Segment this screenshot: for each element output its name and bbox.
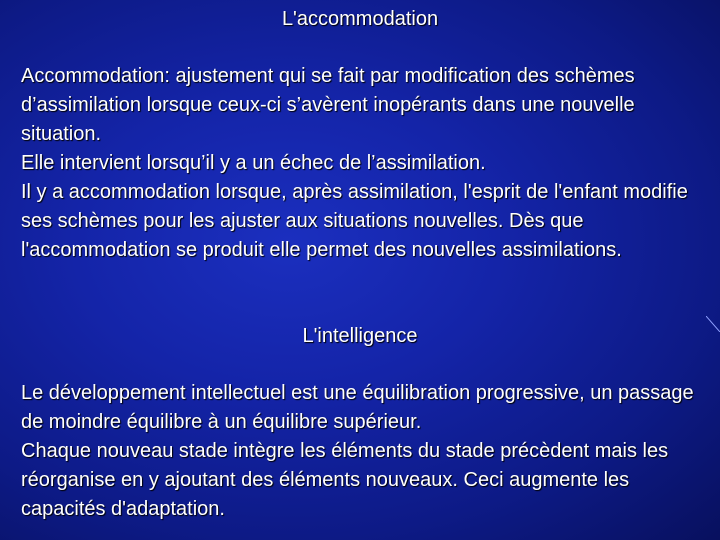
- paragraph: Accommodation: ajustement qui se fait par modification des schèmes d’assimilation lorsque ceux-ci s’avèrent inopérants dans une nouvelle situation.: [21, 65, 635, 145]
- paragraph: Il y a accommodation lorsque, après assimilation, l'esprit de l'enfant modifie ses schèmes pour les ajuster aux situations nouvelles. Dès que l'accommodation se produit elle permet des nouvelles assimilations.: [21, 181, 688, 261]
- paragraph: Elle intervient lorsqu’il y a un échec de l’assimilation.: [21, 152, 486, 174]
- paragraph: Chaque nouveau stade intègre les éléments du stade précèdent mais les réorganise en y ajoutant des éléments nouveaux. Ceci augmente les capacités d'adaptation.: [21, 440, 669, 520]
- intelligence-text-block: [21, 379, 711, 524]
- accommodation-text-block: [21, 62, 711, 265]
- section-title-intelligence: L'intelligence: [302, 325, 418, 347]
- paragraph: Le développement intellectuel est une équilibration progressive, un passage de moindre équilibre à un équilibre supérieur.: [21, 382, 694, 433]
- section-title-accommodation: L'accommodation: [281, 8, 439, 30]
